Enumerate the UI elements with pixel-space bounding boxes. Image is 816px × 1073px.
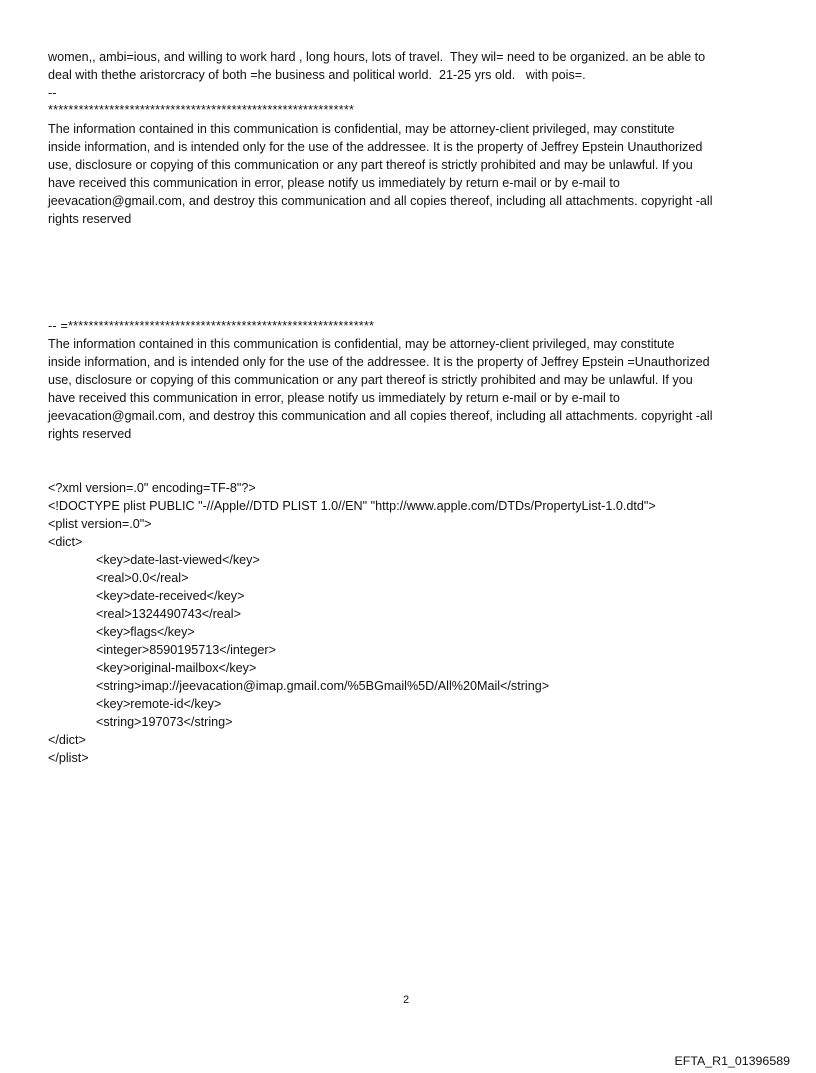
disclaimer-line: inside information, and is intended only for the use of the addressee. It is the property of Jeffrey Epstein =Unauthorized (48, 355, 710, 369)
page-number: 2 (403, 994, 410, 1006)
xml-line: </dict> (48, 733, 86, 747)
body-line: -- (48, 86, 57, 100)
disclaimer-line: use, disclosure or copying of this communication or any part thereof is strictly prohibited and may be unlawful. If you (48, 373, 693, 387)
disclaimer-line: use, disclosure or copying of this communication or any part thereof is strictly prohibited and may be unlawful. If you (48, 158, 693, 172)
xml-line: <key>original-mailbox</key> (96, 661, 257, 675)
disclaimer-line: The information contained in this communication is confidential, may be attorney-client privileged, may constitute (48, 122, 675, 136)
disclaimer-line: jeevacation@gmail.com, and destroy this communication and all copies thereof, including all attachments. copyright -all (48, 194, 713, 208)
xml-line: <?xml version=.0" encoding=TF-8"?> (48, 481, 256, 495)
xml-line: <dict> (48, 535, 83, 549)
xml-line: <key>remote-id</key> (96, 697, 222, 711)
separator-stars: ************************************************************ (48, 103, 355, 117)
disclaimer-line: rights reserved (48, 212, 132, 226)
disclaimer-line: inside information, and is intended only for the use of the addressee. It is the property of Jeffrey Epstein Unauthorized (48, 140, 703, 154)
disclaimer-line: jeevacation@gmail.com, and destroy this communication and all copies thereof, including all attachments. copyright -all (48, 409, 713, 423)
separator-stars: -- =************************************************************ (48, 319, 375, 333)
body-line: deal with thethe aristorcracy of both =he business and political world. 21-25 yrs old. with pois=. (48, 68, 586, 82)
xml-line: <key>date-received</key> (96, 589, 245, 603)
disclaimer-line: The information contained in this communication is confidential, may be attorney-client privileged, may constitute (48, 337, 675, 351)
disclaimer-line: have received this communication in error, please notify us immediately by return e-mail or by e-mail to (48, 176, 620, 190)
disclaimer-line: rights reserved (48, 427, 132, 441)
xml-line: <key>date-last-viewed</key> (96, 553, 260, 567)
xml-line: <plist version=.0"> (48, 517, 152, 531)
xml-line: <integer>8590195713</integer> (96, 643, 276, 657)
xml-line: <string>197073</string> (96, 715, 233, 729)
disclaimer-line: have received this communication in error, please notify us immediately by return e-mail or by e-mail to (48, 391, 620, 405)
body-line: women,, ambi=ious, and willing to work hard , long hours, lots of travel. They wil= need to be organized. an be able to (48, 50, 706, 64)
xml-line: </plist> (48, 751, 89, 765)
xml-line: <!DOCTYPE plist PUBLIC "-//Apple//DTD PLIST 1.0//EN" "http://www.apple.com/DTDs/PropertyList-1.0.dtd"> (48, 499, 656, 513)
xml-line: <string>imap://jeevacation@imap.gmail.com/%5BGmail%5D/All%20Mail</string> (96, 679, 550, 693)
xml-line: <key>flags</key> (96, 625, 195, 639)
xml-line: <real>1324490743</real> (96, 607, 241, 621)
document-id: EFTA_R1_01396589 (674, 1054, 790, 1068)
xml-line: <real>0.0</real> (96, 571, 189, 585)
